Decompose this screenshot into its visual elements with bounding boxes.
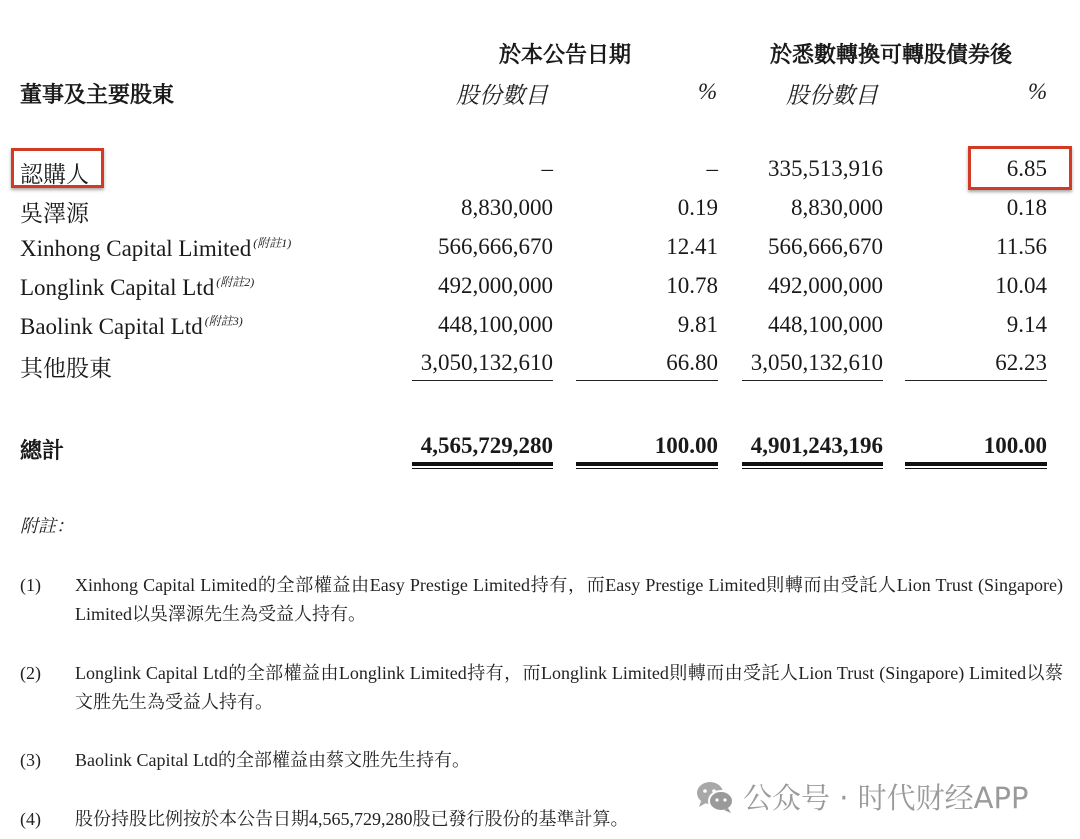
row-pct2: 11.56 — [996, 234, 1047, 259]
total-double-rule — [905, 462, 1047, 469]
row-pct1: 12.41 — [666, 234, 718, 259]
row-label-header: 董事及主要股東 — [20, 83, 175, 108]
row-name: 認購人 — [20, 162, 89, 187]
row-name: 其他股東 — [20, 356, 112, 381]
row-shares1: 492,000,000 — [438, 273, 553, 298]
note-number: (1) — [20, 575, 41, 595]
total-shares1: 4,565,729,280 — [420, 433, 553, 458]
row-pct2: 0.18 — [1006, 195, 1047, 220]
row-shares2: 335,513,916 — [768, 156, 883, 181]
col-shares-header-1: 股份數目 — [456, 83, 548, 108]
total-double-rule — [576, 462, 718, 469]
row-name-text: Xinhong Capital Limited — [20, 236, 252, 261]
row-name — [20, 312, 243, 340]
subtotal-rule — [412, 380, 553, 381]
row-shares1: – — [541, 156, 553, 181]
row-name — [20, 273, 254, 301]
row-pct1: 9.81 — [677, 312, 718, 337]
total-pct2: 100.00 — [983, 433, 1047, 458]
row-name-text: Baolink Capital Ltd — [20, 314, 203, 339]
total-pct1: 100.00 — [654, 433, 718, 458]
row-pct2: 62.23 — [995, 350, 1047, 375]
total-shares2: 4,901,243,196 — [750, 433, 883, 458]
group1-title: 於本公告日期 — [499, 43, 632, 68]
row-shares1: 8,830,000 — [461, 195, 553, 220]
notes-title: 附註： — [20, 516, 74, 536]
row-shares2: 3,050,132,610 — [750, 350, 883, 375]
col-shares-header-2: 股份數目 — [786, 83, 878, 108]
watermark-text: 公众号 · 时代财经APP — [743, 781, 1029, 815]
row-shares2: 8,830,000 — [791, 195, 883, 220]
col-pct-header-1: % — [698, 79, 718, 104]
col-pct-header-2: % — [1028, 79, 1048, 104]
wechat-icon — [695, 780, 735, 814]
note-text: Baolink Capital Ltd的全部權益由蔡文胜先生持有。 — [75, 750, 470, 770]
note-ref: (附註1) — [253, 236, 292, 250]
row-shares2: 492,000,000 — [768, 273, 883, 298]
note-ref: (附註2) — [216, 275, 255, 289]
note-number: (4) — [20, 809, 41, 829]
row-pct1: – — [706, 156, 718, 181]
note-text: Longlink Capital Ltd的全部權益由Longlink Limited持有，而Longlink Limited則轉而由受託人Lion Trust (Singapore) Limited以蔡文胜先生為受益人持有。 — [75, 663, 1063, 712]
row-pct2: 10.04 — [995, 273, 1047, 298]
note-text: Xinhong Capital Limited的全部權益由Easy Prestige Limited持有，而Easy Prestige Limited則轉而由受託人Lion Trust (Singapore) Limited以吳澤源先生為受益人持有。 — [75, 575, 1063, 624]
watermark — [695, 776, 1028, 817]
row-shares1: 3,050,132,610 — [420, 350, 553, 375]
row-shares2: 448,100,000 — [768, 312, 883, 337]
subtotal-rule — [905, 380, 1047, 381]
total-double-rule — [412, 462, 553, 469]
row-pct1: 66.80 — [666, 350, 718, 375]
row-shares1: 448,100,000 — [438, 312, 553, 337]
note-number: (2) — [20, 663, 41, 683]
note-number: (3) — [20, 750, 41, 770]
note-text: 股份持股比例按於本公告日期4,565,729,280股已發行股份的基準計算。 — [75, 809, 629, 829]
subtotal-rule — [742, 380, 883, 381]
row-pct2: 6.85 — [1006, 156, 1047, 181]
row-name: 吳澤源 — [20, 201, 89, 226]
row-pct1: 0.19 — [677, 195, 718, 220]
subtotal-rule — [576, 380, 718, 381]
row-pct2: 9.14 — [1006, 312, 1047, 337]
group2-title: 於悉數轉換可轉股債券後 — [770, 43, 1013, 68]
row-shares1: 566,666,670 — [438, 234, 553, 259]
total-label: 總計 — [20, 439, 65, 464]
total-double-rule — [742, 462, 883, 469]
row-pct1: 10.78 — [666, 273, 718, 298]
row-shares2: 566,666,670 — [768, 234, 883, 259]
note-ref: (附註3) — [204, 314, 243, 328]
row-name-text: Longlink Capital Ltd — [20, 275, 215, 300]
row-name — [20, 234, 291, 262]
